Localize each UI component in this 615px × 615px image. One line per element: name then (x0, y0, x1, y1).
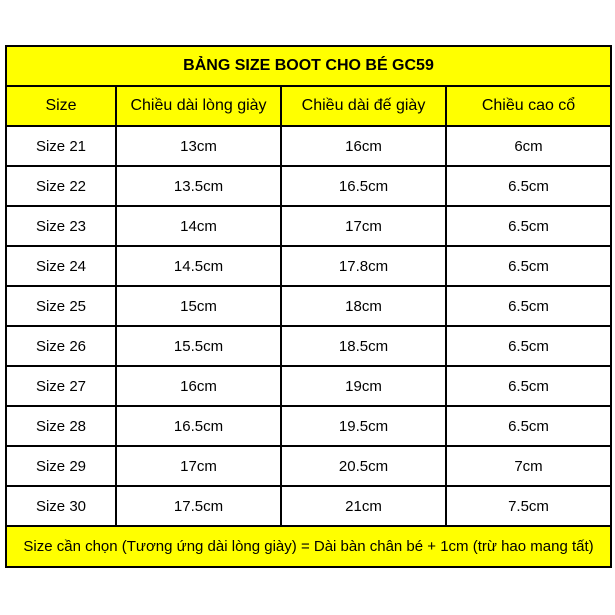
cell-size: Size 22 (6, 166, 116, 206)
header-size: Size (6, 86, 116, 126)
table-row (6, 206, 611, 246)
cell-insole-length: 14cm (116, 206, 281, 246)
table-row (6, 366, 611, 406)
cell-sole-length: 19.5cm (281, 406, 446, 446)
cell-sole-length: 20.5cm (281, 446, 446, 486)
header-insole-length: Chiều dài lòng giày (116, 86, 281, 126)
table-row (6, 166, 611, 206)
table-row (6, 446, 611, 486)
size-table (5, 45, 612, 568)
cell-sole-length: 19cm (281, 366, 446, 406)
cell-sole-length: 17.8cm (281, 246, 446, 286)
cell-insole-length: 13.5cm (116, 166, 281, 206)
cell-shaft-height: 6.5cm (446, 286, 611, 326)
table-row (6, 406, 611, 446)
header-sole-length: Chiều dài đế giày (281, 86, 446, 126)
footer-row (6, 526, 611, 567)
cell-shaft-height: 7.5cm (446, 486, 611, 526)
cell-shaft-height: 6.5cm (446, 206, 611, 246)
table-title: BẢNG SIZE BOOT CHO BÉ GC59 (6, 46, 611, 86)
table-row (6, 286, 611, 326)
table-row (6, 246, 611, 286)
cell-insole-length: 15cm (116, 286, 281, 326)
cell-shaft-height: 7cm (446, 446, 611, 486)
cell-size: Size 27 (6, 366, 116, 406)
size-guide-note: Size cần chọn (Tương ứng dài lòng giày) = Dài bàn chân bé + 1cm (trừ hao mang tất) (6, 526, 611, 567)
cell-sole-length: 16cm (281, 126, 446, 166)
cell-shaft-height: 6.5cm (446, 246, 611, 286)
header-shaft-height: Chiều cao cổ (446, 86, 611, 126)
cell-size: Size 24 (6, 246, 116, 286)
cell-insole-length: 16cm (116, 366, 281, 406)
cell-size: Size 26 (6, 326, 116, 366)
cell-insole-length: 13cm (116, 126, 281, 166)
title-row (6, 46, 611, 86)
cell-size: Size 30 (6, 486, 116, 526)
cell-sole-length: 16.5cm (281, 166, 446, 206)
cell-sole-length: 21cm (281, 486, 446, 526)
cell-size: Size 25 (6, 286, 116, 326)
header-row (6, 86, 611, 126)
cell-size: Size 28 (6, 406, 116, 446)
table-row (6, 326, 611, 366)
cell-shaft-height: 6.5cm (446, 166, 611, 206)
table-row (6, 126, 611, 166)
cell-shaft-height: 6cm (446, 126, 611, 166)
cell-insole-length: 17.5cm (116, 486, 281, 526)
cell-sole-length: 17cm (281, 206, 446, 246)
table-row (6, 486, 611, 526)
cell-shaft-height: 6.5cm (446, 326, 611, 366)
cell-sole-length: 18cm (281, 286, 446, 326)
cell-size: Size 21 (6, 126, 116, 166)
cell-insole-length: 15.5cm (116, 326, 281, 366)
cell-size: Size 29 (6, 446, 116, 486)
cell-sole-length: 18.5cm (281, 326, 446, 366)
cell-insole-length: 17cm (116, 446, 281, 486)
cell-size: Size 23 (6, 206, 116, 246)
size-chart (5, 45, 610, 568)
cell-insole-length: 16.5cm (116, 406, 281, 446)
cell-shaft-height: 6.5cm (446, 406, 611, 446)
cell-shaft-height: 6.5cm (446, 366, 611, 406)
cell-insole-length: 14.5cm (116, 246, 281, 286)
